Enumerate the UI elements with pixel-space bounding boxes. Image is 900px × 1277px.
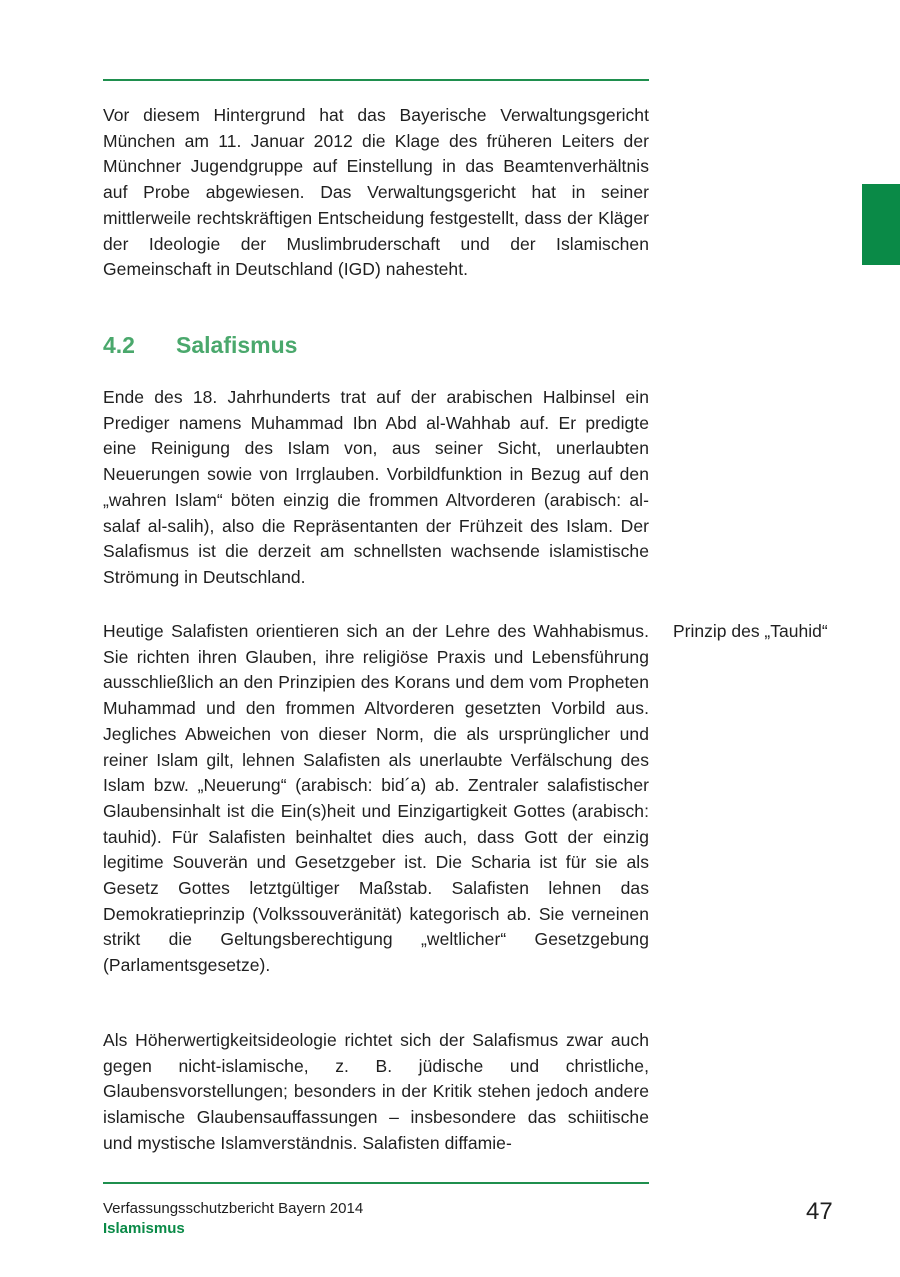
footer-publication: Verfassungsschutzbericht Bayern 2014 [103, 1200, 364, 1217]
section-number: 4.2 [103, 332, 135, 358]
chapter-tab-marker [862, 184, 900, 265]
section-heading [103, 330, 297, 360]
paragraph-1: Vor diesem Hintergrund hat das Bayerische Verwaltungsgericht München am 11. Januar 2012 die Klage des früheren Leiters der Münchner Jugendgruppe auf Einstellung in das Beamtenverhältnis auf Probe abgewiesen. Das Verwaltungsgericht hat in seiner mittlerweile rechtskräftigen Entscheidung festgestellt, dass der Kläger der Ideologie der Muslimbruderschaft und der Islamischen Gemeinschaft in Deutschland (IGD) nahesteht. [103, 105, 649, 280]
margin-note: Prinzip des „Tauhid“ [673, 621, 828, 641]
footer-chapter: Islamismus [103, 1220, 185, 1237]
paragraph-3: Heutige Salafisten orientieren sich an der Lehre des Wahhabismus. Sie richten ihren Glauben, ihre religiöse Praxis und Lebensführung ausschließlich an den Prinzipien des Korans und dem vom Propheten Muhammad und den frommen Altvorderen gesetzten Vorbild aus. Jegliches Abweichen von dieser Norm, die als ursprünglicher und reiner Islam gilt, lehnen Salafisten als unerlaubte Verfälschung des Islam bzw. „Neuerung“ (arabisch: bid´a) ab. Zentraler salafistischer Glaubensinhalt ist die Ein(s)heit und Einzigartigkeit Gottes (arabisch: tauhid). Für Salafisten beinhaltet dies auch, dass Gott der einzig legitime Souverän und Gesetzgeber ist. Die Scharia ist für sie als Gesetz Gottes letztgültiger Maßstab. Salafisten lehnen das Demokratieprinzip (Volkssouveränität) kategorisch ab. Sie verneinen strikt die Geltungsberechtigung „weltlicher“ Gesetzgebung (Parlamentsgesetze). [103, 621, 649, 976]
paragraph-4: Als Höherwertigkeitsideologie richtet sich der Salafismus zwar auch gegen nicht-islamische, z. B. jüdische und christliche, Glaubensvorstellungen; besonders in der Kritik stehen jedoch andere islamische Glaubensauffassungen – insbesondere das schiitische und mystische Islamverständnis. Salafisten diffamie- [103, 1030, 649, 1153]
paragraph-2: Ende des 18. Jahrhunderts trat auf der arabischen Halbinsel ein Prediger namens Muhammad Ibn Abd al-Wahhab auf. Er predigte eine Reinigung des Islam von, aus seiner Sicht, unerlaubten Neuerungen sowie von Irrglauben. Vorbildfunktion in Bezug auf den „wahren Islam“ böten einzig die frommen Altvorderen (arabisch: al-salaf al-salih), also die Repräsentanten der Frühzeit des Islam. Der Salafismus ist die derzeit am schnellsten wachsende islamistische Strömung in Deutschland. [103, 387, 649, 587]
page-number: 47 [806, 1198, 833, 1225]
top-rule [103, 79, 649, 81]
section-title: Salafismus [176, 332, 298, 358]
bottom-rule [103, 1182, 649, 1184]
